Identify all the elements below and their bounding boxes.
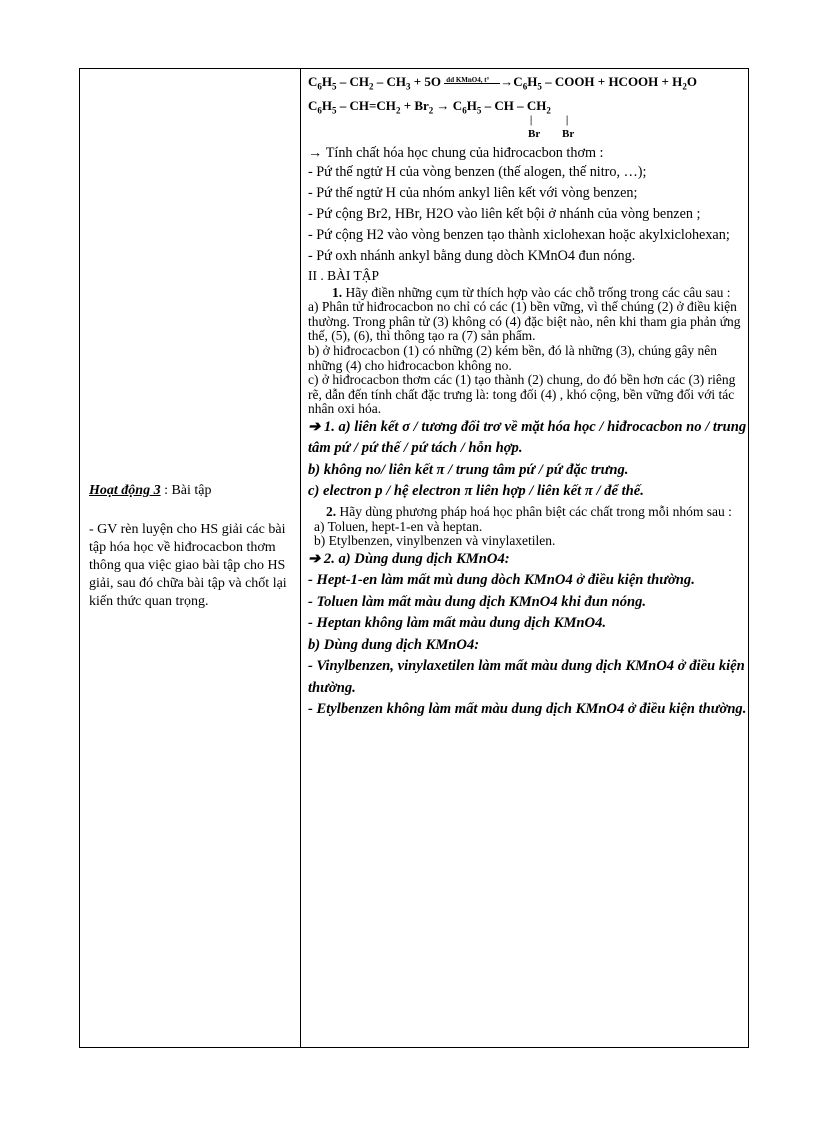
question-item: b) ở hiđrocacbon (1) có những (2) kém bền, đó là những (3), chúng gây nên những (4) cho hiđrocacbon không no. bbox=[308, 342, 718, 373]
arrow-icon: ➔ bbox=[308, 550, 324, 567]
activity-heading bbox=[89, 482, 289, 500]
properties-title-text: Tính chất hóa học chung của hiđrocacbon thơm : bbox=[325, 145, 604, 161]
property-item: - Pứ thế ngtử H của nhóm ankyl liên kết với vòng benzen; bbox=[308, 185, 638, 201]
question-item: c) ở hiđrocacbon thơm các (1) tạo thành (2) chung, do đó bền hơn các (3) riêng rẽ, dẫn đến tính chất đặc trưng là: tong đối (4) , khó cộng, bền vững đối với tác nhân oxi hóa. bbox=[308, 372, 736, 417]
answer-line: - Hept-1-en làm mất mù dung dòch KMnO4 ở điều kiện thường. bbox=[308, 572, 695, 589]
answer-line: - Vinylbenzen, vinylaxetilen làm mất màu dung dịch KMnO4 ở điều kiện thường. bbox=[308, 658, 745, 696]
question-item: a) Toluen, hept-1-en và heptan. bbox=[314, 518, 483, 534]
equation-2-substituents: | | Br Br bbox=[528, 115, 575, 140]
left-column bbox=[89, 482, 289, 611]
answer-line: b) Dùng dung dịch KMnO4: bbox=[308, 636, 480, 653]
answer-text: 1. a) liên kết σ / tương đối trơ về mặt hóa học / hiđrocacbon no / trung tâm pứ / pứ thế / pứ tách / hỗn hợp. bbox=[308, 418, 747, 457]
question-1-text: Hãy điền những cụm từ thích hợp vào các chỗ trống trong các câu sau : bbox=[342, 284, 731, 300]
arrow-icon: ➔ bbox=[308, 418, 324, 435]
lesson-table bbox=[79, 68, 749, 1048]
property-item: - Pứ cộng H2 vào vòng benzen tạo thành xiclohexan hoặc akylxiclohexan; bbox=[308, 227, 730, 243]
question-1 bbox=[308, 286, 748, 301]
answer-line: - Toluen làm mất màu dung dịch KMnO4 khi đun nóng. bbox=[308, 593, 647, 610]
question-2-items bbox=[308, 520, 748, 549]
column-divider bbox=[300, 69, 301, 1047]
answer-text: 2. a) Dùng dung dịch KMnO4: bbox=[323, 550, 510, 567]
property-item: - Pứ thế ngtử H của vòng benzen (thế alogen, thế nitro, …); bbox=[308, 164, 647, 180]
answer-line: - Etylbenzen không làm mất màu dung dịch KMnO4 ở điều kiện thường. bbox=[308, 701, 747, 718]
question-2-text: Hãy dùng phương pháp hoá học phân biệt các chất trong mỗi nhóm sau : bbox=[336, 503, 732, 519]
answer-line bbox=[308, 417, 748, 460]
properties-list bbox=[308, 162, 748, 267]
activity-title: Hoạt động 3 bbox=[89, 483, 161, 498]
right-column bbox=[308, 73, 748, 721]
question-2-number: 2. bbox=[326, 503, 337, 519]
answer-line: b) không no/ liên kết π / trung tâm pứ / pứ đặc trưng. bbox=[308, 461, 629, 478]
section-title: II . BÀI TẬP bbox=[308, 268, 380, 283]
answer-2 bbox=[308, 549, 748, 721]
question-1-number: 1. bbox=[332, 284, 343, 300]
answer-line bbox=[308, 549, 748, 571]
properties-title bbox=[308, 145, 748, 162]
answer-1 bbox=[308, 417, 748, 503]
answer-line: - Heptan không làm mất màu dung dịch KMnO4. bbox=[308, 615, 607, 632]
property-item: - Pứ cộng Br2, HBr, H2O vào liên kết bội ở nhánh của vòng benzen ; bbox=[308, 206, 701, 222]
activity-subtitle: : Bài tập bbox=[160, 483, 212, 498]
question-item: b) Etylbenzen, vinylbenzen và vinylaxetilen. bbox=[314, 533, 556, 549]
question-2 bbox=[308, 505, 748, 520]
answer-line: c) electron p / hệ electron π liên hợp / liên kết π / để thế. bbox=[308, 483, 644, 500]
question-item: a) Phân tử hiđrocacbon no chỉ có các (1) bền vững, vì thế chúng (2) ở điều kiện thường. Trong phân tử (3) không có (4) đặc biệt nào, nên khi tham gia phản ứng thế, (5), (6), thì thông tạo ra (7) sản phẩm. bbox=[308, 299, 741, 344]
arrow-icon: → bbox=[308, 145, 326, 161]
equation-2: $C_6H_5 - CH=CH_2 + Br_2 \to C_6H_5$ – CH – $CH_2$ bbox=[308, 98, 551, 116]
equation-condition: dd KMnO4, t° bbox=[446, 75, 490, 84]
equation-1: $C_6H_5 - CH_2 - CH_3 + 5O$ dd KMnO4, t° $\to C_6H_5$ – COOH + HCOOH + $H_2O$ bbox=[308, 73, 748, 91]
property-item: - Pứ oxh nhánh ankyl bằng dung dòch KMnO4 đun nóng. bbox=[308, 248, 636, 264]
teacher-description: - GV rèn luyện cho HS giải các bài tập hóa học về hiđrocacbon thơm thông qua việc giao bài tập cho HS giải, sau đó chữa bài tập và chốt lại kiến thức quan trọng. bbox=[89, 522, 287, 609]
question-1-items bbox=[308, 300, 748, 417]
